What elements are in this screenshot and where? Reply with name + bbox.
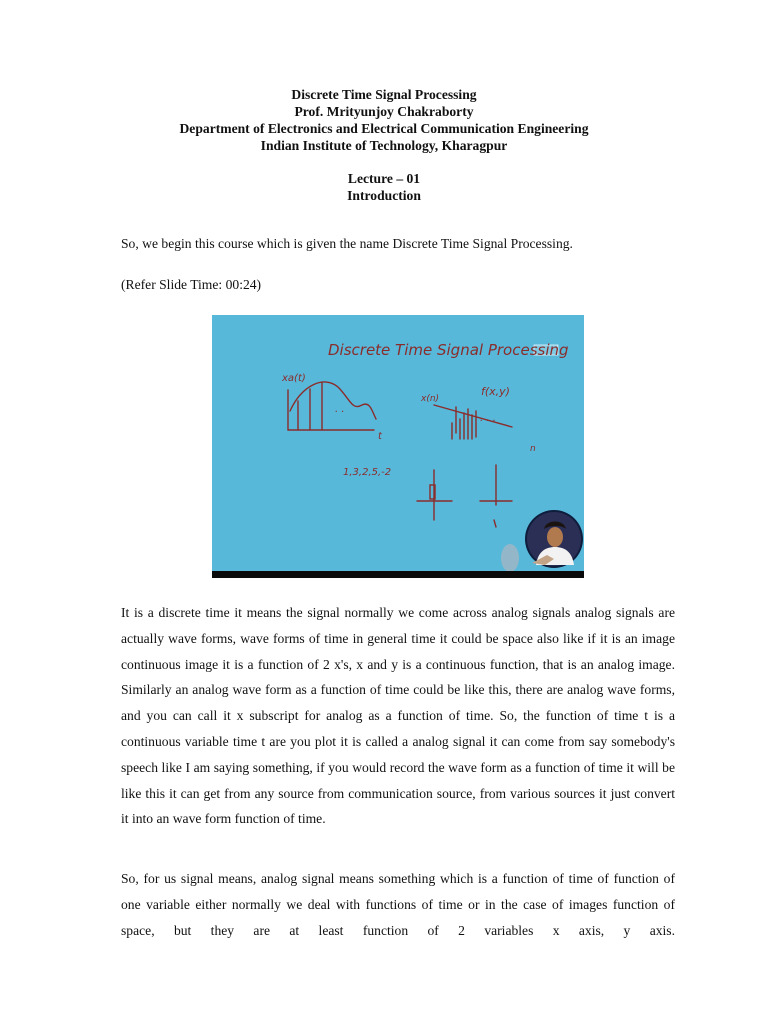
- department-name: Department of Electronics and Electrical Communication Engineering: [179, 121, 589, 136]
- slide-t-label: t: [378, 431, 382, 442]
- slide-fxy-label: f(x,y): [481, 385, 510, 398]
- document-header: [0, 86, 768, 154]
- body-paragraph-2: So, for us signal means, analog signal means something which is a function of time of function of one variable either normally we deal with functions of time or in the case of images function of space, but they are at least function of 2 variables x axis, y axis.: [121, 871, 675, 938]
- svg-text:. .: . .: [335, 404, 345, 415]
- analog-waveform: [290, 382, 376, 419]
- slide-drawing: [212, 315, 584, 578]
- svg-text:. . .: . . .: [480, 413, 496, 424]
- intro-paragraph: So, we begin this course which is given the name Discrete Time Signal Processing.: [121, 236, 573, 251]
- lecture-number: Lecture – 01: [347, 171, 421, 186]
- slide-xn-label: x(n): [421, 394, 440, 404]
- lecture-title: Introduction: [347, 188, 421, 203]
- slide-heading: Discrete Time Signal Processing: [328, 341, 569, 359]
- body-paragraph-1: It is a discrete time it means the signal normally we come across analog signals analog signals are actually wave forms, wave forms of time in general time it could be space also like if it is an image continuous image it is a function of 2 x's, x and y is a continuous function, that is an analog image. Similarly an analog wave form as a function of time could be like this, there are analog wave forms, and you can call it x subscript for analog as a function of time. So, the function of time t is a continuous variable time t are you plot it is called a analog signal it can come from say somebody's speech like I am saying something, if you would record the wave form as a function of time it will be like this it can get from any source from communication source, from various sources it just convert it into an wave form function of time.: [121, 605, 675, 827]
- slide-xa-label: xa(t): [282, 373, 306, 384]
- slide-sequence: 1,3,2,5,-2: [343, 467, 392, 478]
- course-title: Discrete Time Signal Processing: [291, 87, 477, 102]
- slide-bottom-bar: [212, 571, 584, 578]
- slide-n-label: n: [530, 444, 536, 454]
- lecture-heading: [0, 170, 768, 204]
- discrete-x-axis: [434, 405, 512, 427]
- professor-name: Prof. Mrityunjoy Chakraborty: [294, 104, 474, 119]
- refer-slide-time: (Refer Slide Time: 00:24): [121, 277, 262, 292]
- lecture-slide-image: [212, 315, 584, 578]
- presenter-video-inset: [501, 510, 583, 572]
- institute-name: Indian Institute of Technology, Kharagpur: [260, 138, 508, 153]
